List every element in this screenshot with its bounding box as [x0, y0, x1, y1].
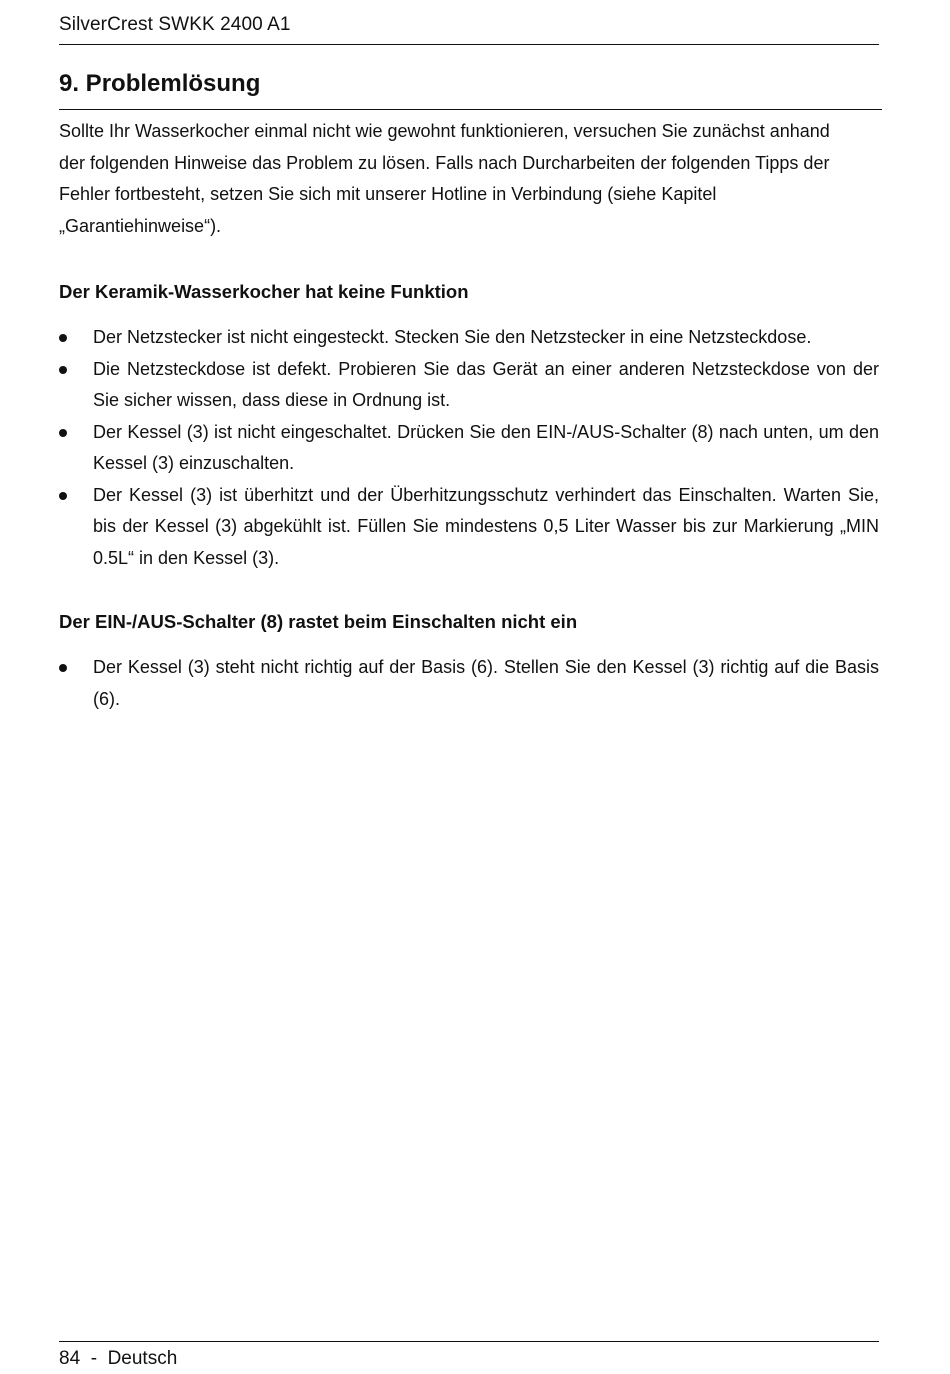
- header-title: SilverCrest SWKK 2400 A1: [59, 14, 291, 35]
- list-item-text: Der Netzstecker ist nicht eingesteckt. Stecken Sie den Netzstecker in eine Netzsteckdose.: [93, 327, 812, 347]
- bullet-icon: [59, 664, 67, 672]
- list-item-text: Die Netzsteckdose ist defekt. Probieren Sie das Gerät an einer anderen Netzsteckdose von der Sie sicher wissen, dass diese in Ordnung ist.: [93, 358, 879, 410]
- list-item-text: Der Kessel (3) ist überhitzt und der Überhitzungsschutz verhindert das Einschalten. Warten Sie, bis der Kessel (3) abgekühlt ist. Füllen Sie mindestens 0,5 Liter Wasser bis zur Markierung „MIN 0.5L“ in den Kessel (3).: [93, 484, 879, 568]
- list-item-text: Der Kessel (3) steht nicht richtig auf der Basis (6). Stellen Sie den Kessel (3) richtig auf die Basis (6).: [93, 657, 879, 709]
- list-item: [59, 354, 879, 417]
- footer-page-number: 84 - Deutsch: [59, 1348, 178, 1369]
- list-item: [59, 322, 879, 354]
- bullet-icon: [59, 334, 67, 342]
- section-title: 9. Problemlösung: [59, 68, 882, 110]
- bullet-icon: [59, 429, 67, 437]
- problem-heading-no-function: Der Keramik-Wasserkocher hat keine Funktion: [59, 281, 469, 302]
- problem-heading-switch: Der EIN-/AUS-Schalter (8) rastet beim Einschalten nicht ein: [59, 611, 578, 632]
- problem-list-switch: [59, 652, 879, 715]
- page-footer: [59, 1341, 879, 1371]
- list-item: [59, 480, 879, 575]
- page-header: [59, 12, 879, 45]
- bullet-icon: [59, 366, 67, 374]
- bullet-icon: [59, 492, 67, 500]
- list-item: [59, 652, 879, 715]
- list-item-text: Der Kessel (3) ist nicht eingeschaltet. Drücken Sie den EIN-/AUS-Schalter (8) nach unten, um den Kessel (3) einzuschalten.: [93, 421, 879, 473]
- problem-list-no-function: [59, 322, 879, 574]
- list-item: [59, 417, 879, 480]
- intro-paragraph: Sollte Ihr Wasserkocher einmal nicht wie gewohnt funktionieren, versuchen Sie zunächst anhand der folgenden Hinweise das Problem zu lösen. Falls nach Durcharbeiten der folgenden Tipps der Fehler fortbesteht, setzen Sie sich mit unserer Hotline in Verbindung (siehe Kapitel „Garantiehinweise“).: [59, 121, 830, 236]
